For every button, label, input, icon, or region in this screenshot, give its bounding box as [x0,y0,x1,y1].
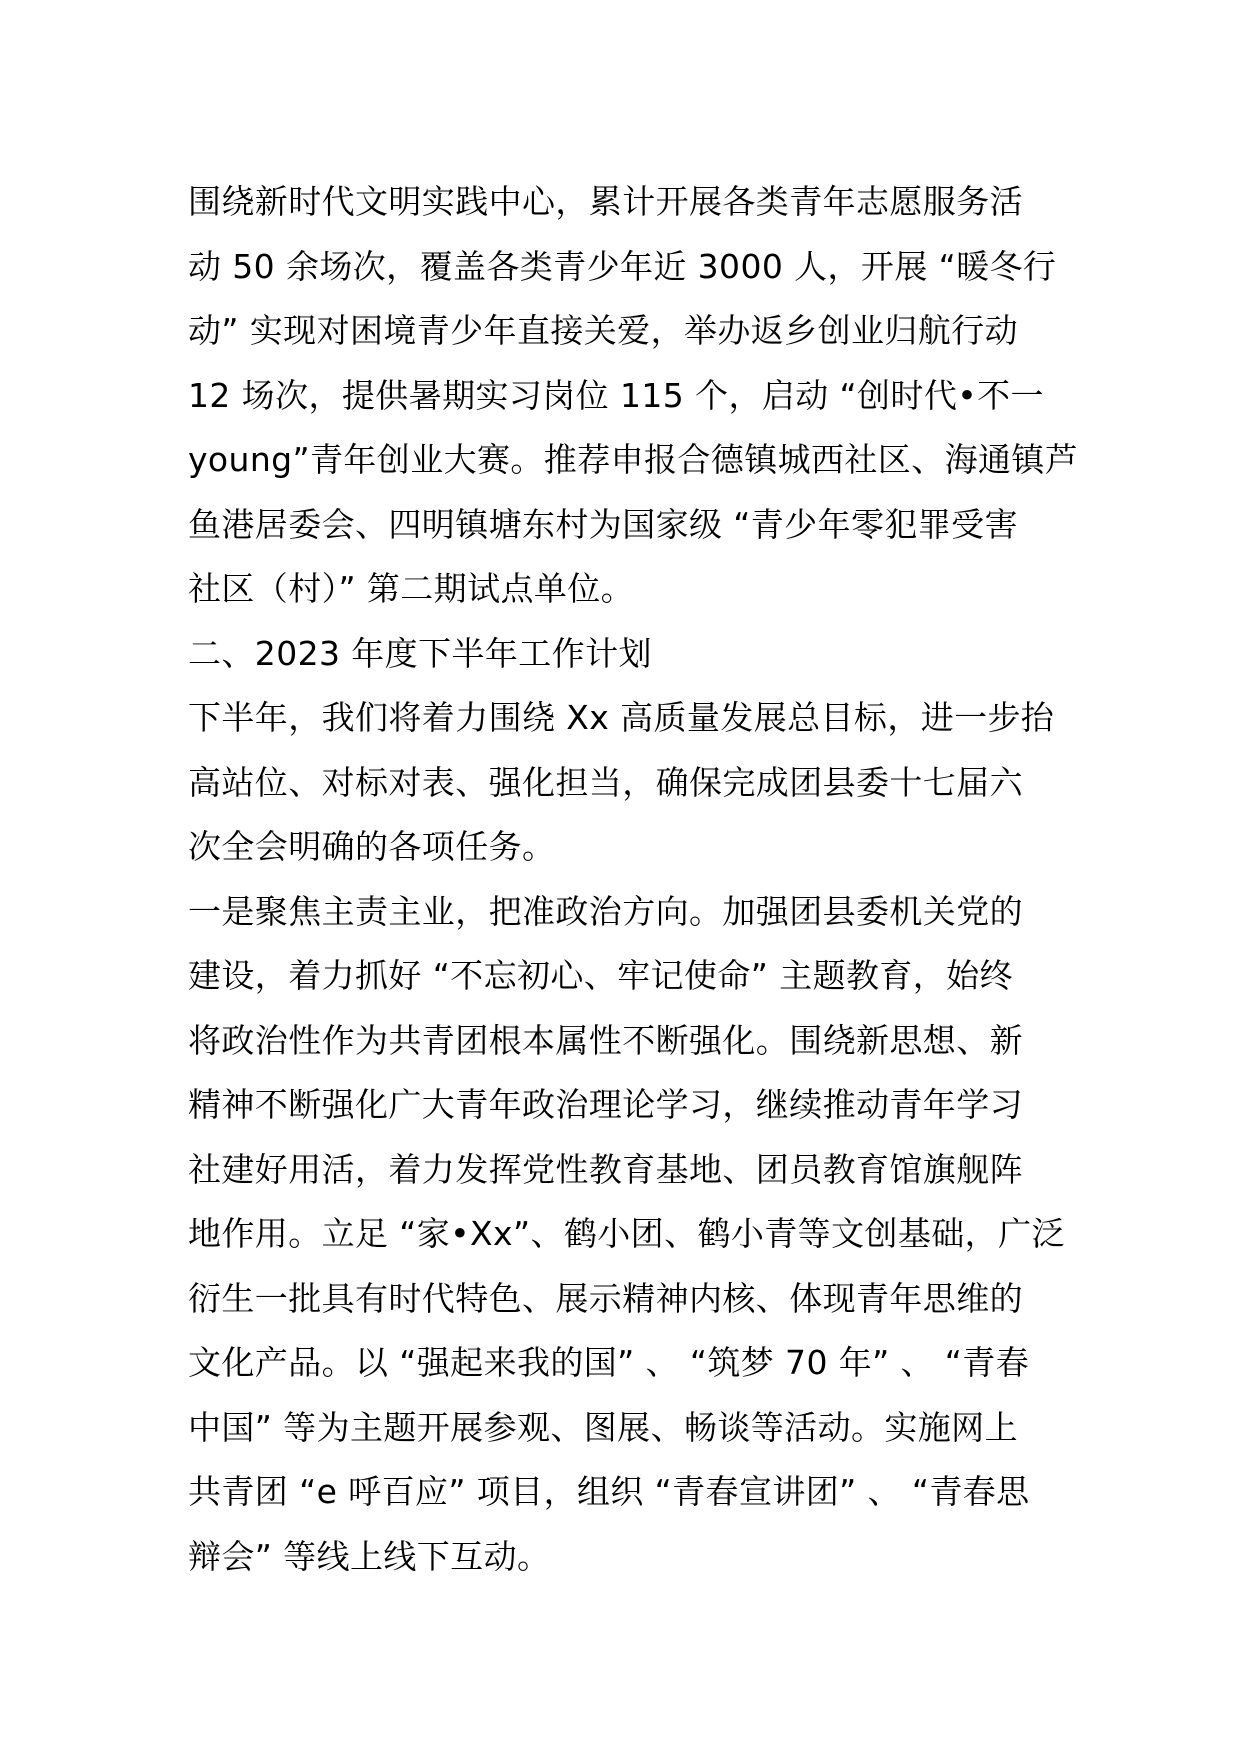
text-line: 社区（村）” 第二期试点单位。 [188,569,635,608]
body-text [188,170,1079,1589]
text-line: 建设，着力抓好 “不忘初心、牢记使命” 主题教育，始终 [188,956,1013,995]
text-line: 辩会” 等线上线下互动。 [188,1536,551,1576]
text-line: 高站位、对标对表、强化担当，确保完成团县委十七届六 [188,762,1023,802]
text-line: 地作用。立足 “家•Xx”、鹤小团、鹤小青等文创基础，广泛 [188,1214,1065,1253]
section-heading: 二、2023 年度下半年工作计划 [188,633,652,673]
text-line: 下半年，我们将着力围绕 Xx 高质量发展总目标，进一步抬 [188,698,1055,737]
text-line: 中国” 等为主题开展参观、图展、畅谈等活动。实施网上 [188,1407,1018,1447]
text-line: 衍生一批具有时代特色、展示精神内核、体现青年思维的 [188,1278,1023,1318]
text-line: 鱼港居委会、四明镇塘东村为国家级 “青少年零犯罪受害 [188,504,1018,544]
text-line: 共青团 “e 呼百应” 项目，组织 “青春宣讲团” 、 “青春思 [188,1472,1030,1511]
text-line: young”青年创业大赛。推荐申报合德镇城西社区、海通镇芦 [188,440,1079,479]
text-line: 次全会明确的各项任务。 [188,827,556,866]
text-line: 精神不断强化广大青年政治理论学习，继续推动青年学习 [188,1085,1023,1124]
text-line: 将政治性作为共青团根本属性不断强化。围绕新思想、新 [188,1020,1023,1060]
text-line: 社建好用活，着力发挥党性教育基地、团员教育馆旗舰阵 [188,1149,1023,1189]
text-line: 12 场次，提供暑期实习岗位 115 个，启动 “创时代•不一 [188,375,1044,415]
text-line: 文化产品。以 “强起来我的国” 、 “筑梦 70 年” 、 “青春 [188,1343,1030,1382]
text-line: 一是聚焦主责主业，把准政治方向。加强团县委机关党的 [188,891,1023,931]
text-line: 动 50 余场次，覆盖各类青少年近 3000 人，开展 “暖冬行 [188,246,1057,286]
text-line: 动” 实现对困境青少年直接关爱，举办返乡创业归航行动 [188,311,1018,350]
text-line: 围绕新时代文明实践中心，累计开展各类青年志愿服务活 [188,182,1023,221]
